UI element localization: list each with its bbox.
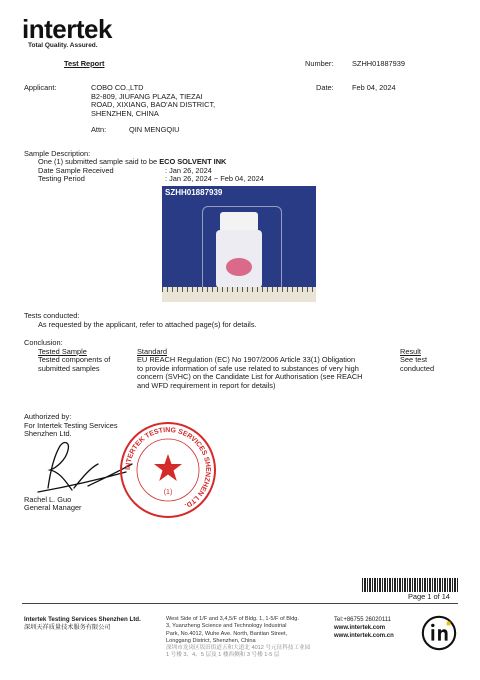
- applicant-line: ROAD, XIXIANG, BAO'AN DISTRICT,: [91, 100, 216, 110]
- received-label: Date Sample Received: [38, 166, 114, 175]
- signer-role: General Manager: [24, 503, 82, 512]
- col-result: Result: [400, 347, 421, 356]
- standard-line: EU REACH Regulation (EC) No 1907/2006 Article 33(1) Obligation: [137, 355, 356, 364]
- applicant-line: SHENZHEN, CHINA: [91, 108, 159, 118]
- footer-web-link-cn[interactable]: www.intertek.com.cn: [334, 633, 394, 639]
- barcode-icon: [362, 578, 458, 592]
- ruler-shape: [162, 287, 316, 302]
- applicant-label: Applicant:: [24, 83, 57, 92]
- conclusion-heading: Conclusion:: [24, 338, 63, 347]
- received-value: : Jan 26, 2024: [165, 166, 212, 175]
- authorized-line: Authorized by:: [24, 412, 72, 421]
- report-title: Test Report: [64, 59, 105, 68]
- tests-text: As requested by the applicant, refer to attached page(s) for details.: [38, 320, 257, 329]
- sample-photo: [162, 186, 316, 302]
- ink-shape: [226, 258, 252, 276]
- footer-contact: [334, 616, 394, 640]
- footer-address-line: Longgang District, Shenzhen, China: [166, 637, 256, 644]
- footer-address-line: 3, Yuanzheng Science and Technology Industrial: [166, 623, 287, 630]
- footer-divider: [22, 603, 458, 604]
- page-number: Page 1 of 14: [408, 592, 450, 601]
- footer-address-line: 深圳市龙岗区坂田街道五和大道北 4012 号元征科技工业园: [166, 645, 311, 652]
- ink-bottle-shape: [216, 230, 262, 288]
- intertek-logo: intertek: [22, 14, 112, 44]
- applicant-line: B2-809, JIUFANG PLAZA, TIEZAI: [91, 91, 203, 101]
- result-cell: [400, 356, 434, 373]
- result-line: See test: [400, 355, 428, 364]
- standard-line: and WFD requirement in report for details): [137, 380, 276, 390]
- footer-web-link[interactable]: www.intertek.com: [334, 625, 386, 631]
- tested-sample-cell: [38, 356, 110, 373]
- tagline: Total Quality. Assured.: [28, 42, 98, 49]
- standard-line: to provide information of safe use related to substances of very high: [137, 363, 359, 373]
- photo-sample-id: SZHH01887939: [165, 188, 223, 197]
- authorized-line: For Intertek Testing Services: [24, 420, 118, 430]
- signer-name: Rachel L. Guo: [24, 495, 72, 504]
- official-seal-icon: [118, 420, 218, 520]
- footer-address-line: 1 号楼 3、4、5 层及 1 楼西侧和 3 号楼 1-5 层: [166, 652, 280, 659]
- period-value: : Jan 26, 2024 ~ Feb 04, 2024: [165, 174, 264, 183]
- number-value: SZHH01887939: [352, 59, 406, 68]
- applicant-line: COBO CO.,LTD: [91, 83, 144, 92]
- footer-address-line: Park, No.4012, Wuhe Ave. North, Bantian Street,: [166, 630, 288, 637]
- sample-name: ECO SOLVENT INK: [159, 157, 227, 166]
- tests-heading: Tests conducted:: [24, 311, 80, 320]
- tested-sample-line: Tested components of: [38, 355, 111, 364]
- applicant-block: [91, 84, 215, 118]
- sample-desc-prefix: One (1) submitted sample said to be: [38, 157, 160, 166]
- number-label: Number:: [305, 59, 334, 68]
- col-tested-sample: Tested Sample: [38, 347, 87, 356]
- footer-company-en: Intertek Testing Services Shenzhen Ltd.: [24, 616, 141, 623]
- footer-address: [166, 616, 310, 660]
- footer-company-cn: 深圳天祥质量技术服务有限公司: [24, 624, 111, 631]
- attn-value: QIN MENGQIU: [129, 125, 180, 134]
- standard-line: concern (SVHC) on the Candidate List for Authorisation (see REACH: [137, 372, 363, 382]
- attn-label: Attn:: [91, 125, 107, 134]
- standard-cell: [137, 356, 363, 390]
- footer-tel: Tel:+86755 26020111: [334, 617, 391, 623]
- authorized-line: Shenzhen Ltd.: [24, 429, 72, 439]
- authorized-block: [24, 413, 118, 439]
- col-standard: Standard: [137, 347, 167, 356]
- period-label: Testing Period: [38, 174, 85, 183]
- seal-text: INTERTEK TESTING SERVICES SHENZHEN LTD.: [124, 426, 212, 509]
- footer-company: [24, 616, 141, 632]
- date-value: Feb 04, 2024: [352, 83, 396, 92]
- tested-sample-line: submitted samples: [38, 363, 100, 373]
- result-line: conducted: [400, 363, 435, 373]
- sample-heading: Sample Description:: [24, 149, 91, 158]
- intertek-in-logo-icon: [420, 614, 458, 652]
- footer-address-line: West Side of 1/F and 3,4,5/F of Bldg. 1, 1-5/F of Bldg.: [166, 616, 299, 622]
- bottle-cap-shape: [220, 212, 258, 232]
- seal-number: (1): [163, 489, 173, 496]
- date-label: Date:: [316, 83, 334, 92]
